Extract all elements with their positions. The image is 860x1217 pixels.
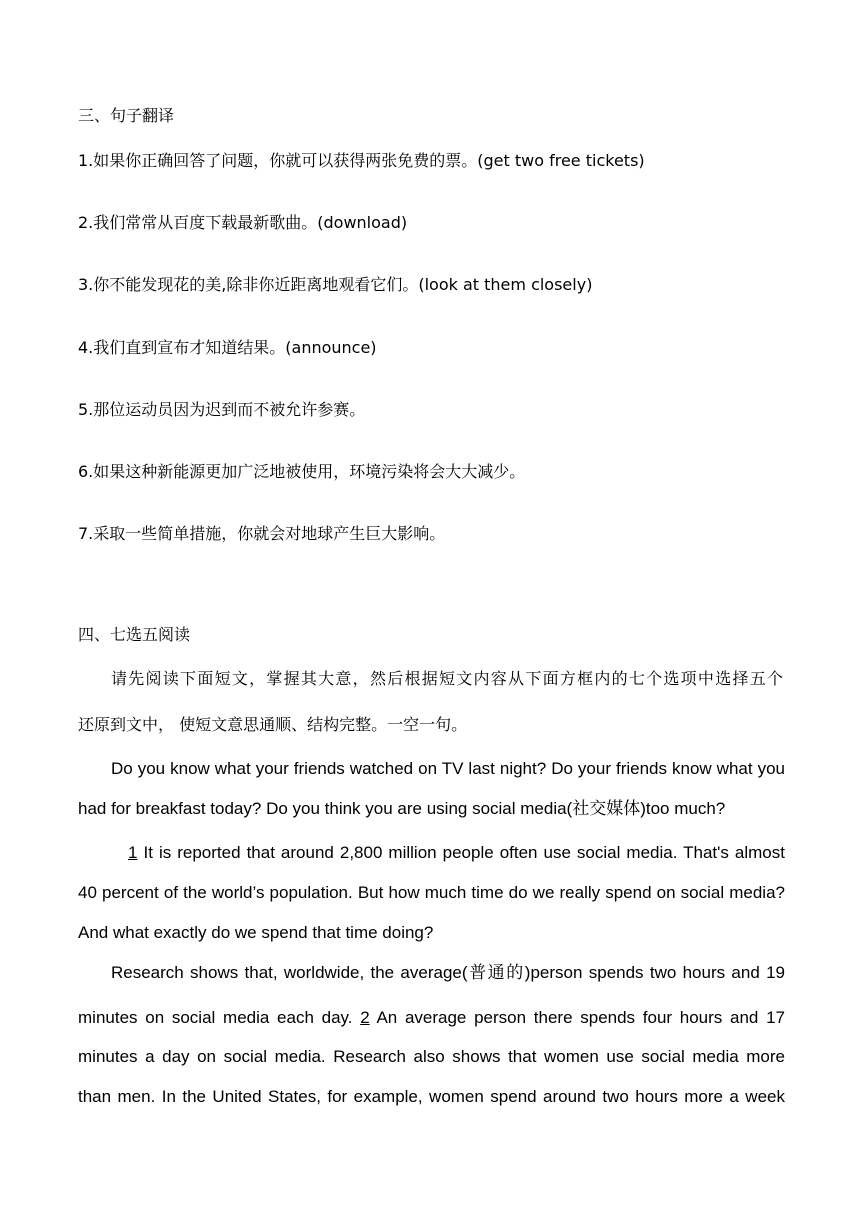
translation-item-7: 7.采取一些简单措施，你就会对地球产生巨大影响。 [78, 524, 446, 543]
translation-item-5: 5.那位运动员因为迟到而不被允许参赛。 [78, 400, 366, 419]
blank-2: 2 [360, 1008, 370, 1027]
passage-p1-line-2: had for breakfast today? Do you think you are using social media(社交媒体)too much? [78, 799, 726, 818]
passage-p1-line-1: Do you know what your friends watched on TV last night? Do your friends know what you [111, 759, 785, 778]
instructions-line-2: 还原到文中， 使短文意思通顺、结构完整。一空一句。 [78, 715, 468, 734]
section-3-heading: 三、句子翻译 [78, 106, 175, 125]
translation-item-1: 1.如果你正确回答了问题，你就可以获得两张免费的票。(get two free tickets) [78, 151, 645, 170]
translation-item-3: 3.你不能发现花的美,除非你近距离地观看它们。(look at them closely) [78, 275, 593, 294]
instructions-line-1: 请先阅读下面短文，掌握其大意，然后根据短文内容从下面方框内的七个选项中选择五个 [111, 669, 783, 688]
translation-item-6: 6.如果这种新能源更加广泛地被使用，环境污染将会大大减少。 [78, 462, 526, 481]
passage-p3-line-2-before: minutes on social media each day. [78, 1008, 361, 1027]
passage-p2-line-1 [128, 843, 785, 863]
passage-p2-line-2: 40 percent of the world’s population. But how much time do we really spend on social media? [78, 883, 785, 902]
passage-p3-line-4: than men. In the United States, for example, women spend around two hours more a week [78, 1087, 785, 1106]
passage-p2-line-3: And what exactly do we spend that time doing? [78, 923, 434, 942]
blank-1: 1 [128, 843, 138, 862]
translation-item-4: 4.我们直到宣布才知道结果。(announce) [78, 338, 377, 357]
passage-p3-line-3: minutes a day on social media. Research also shows that women use social media more [78, 1047, 785, 1066]
passage-p3-line-2 [78, 1008, 785, 1028]
translation-item-2: 2.我们常常从百度下载最新歌曲。(download) [78, 213, 408, 232]
passage-p2-line-1-text: It is reported that around 2,800 million people often use social media. That's almost [137, 843, 785, 862]
passage-p3-line-1: Research shows that, worldwide, the average(普通的)person spends two hours and 19 [111, 963, 785, 982]
section-4-heading: 四、七选五阅读 [78, 625, 191, 644]
passage-p3-line-2-after: An average person there spends four hours and 17 [369, 1008, 785, 1027]
